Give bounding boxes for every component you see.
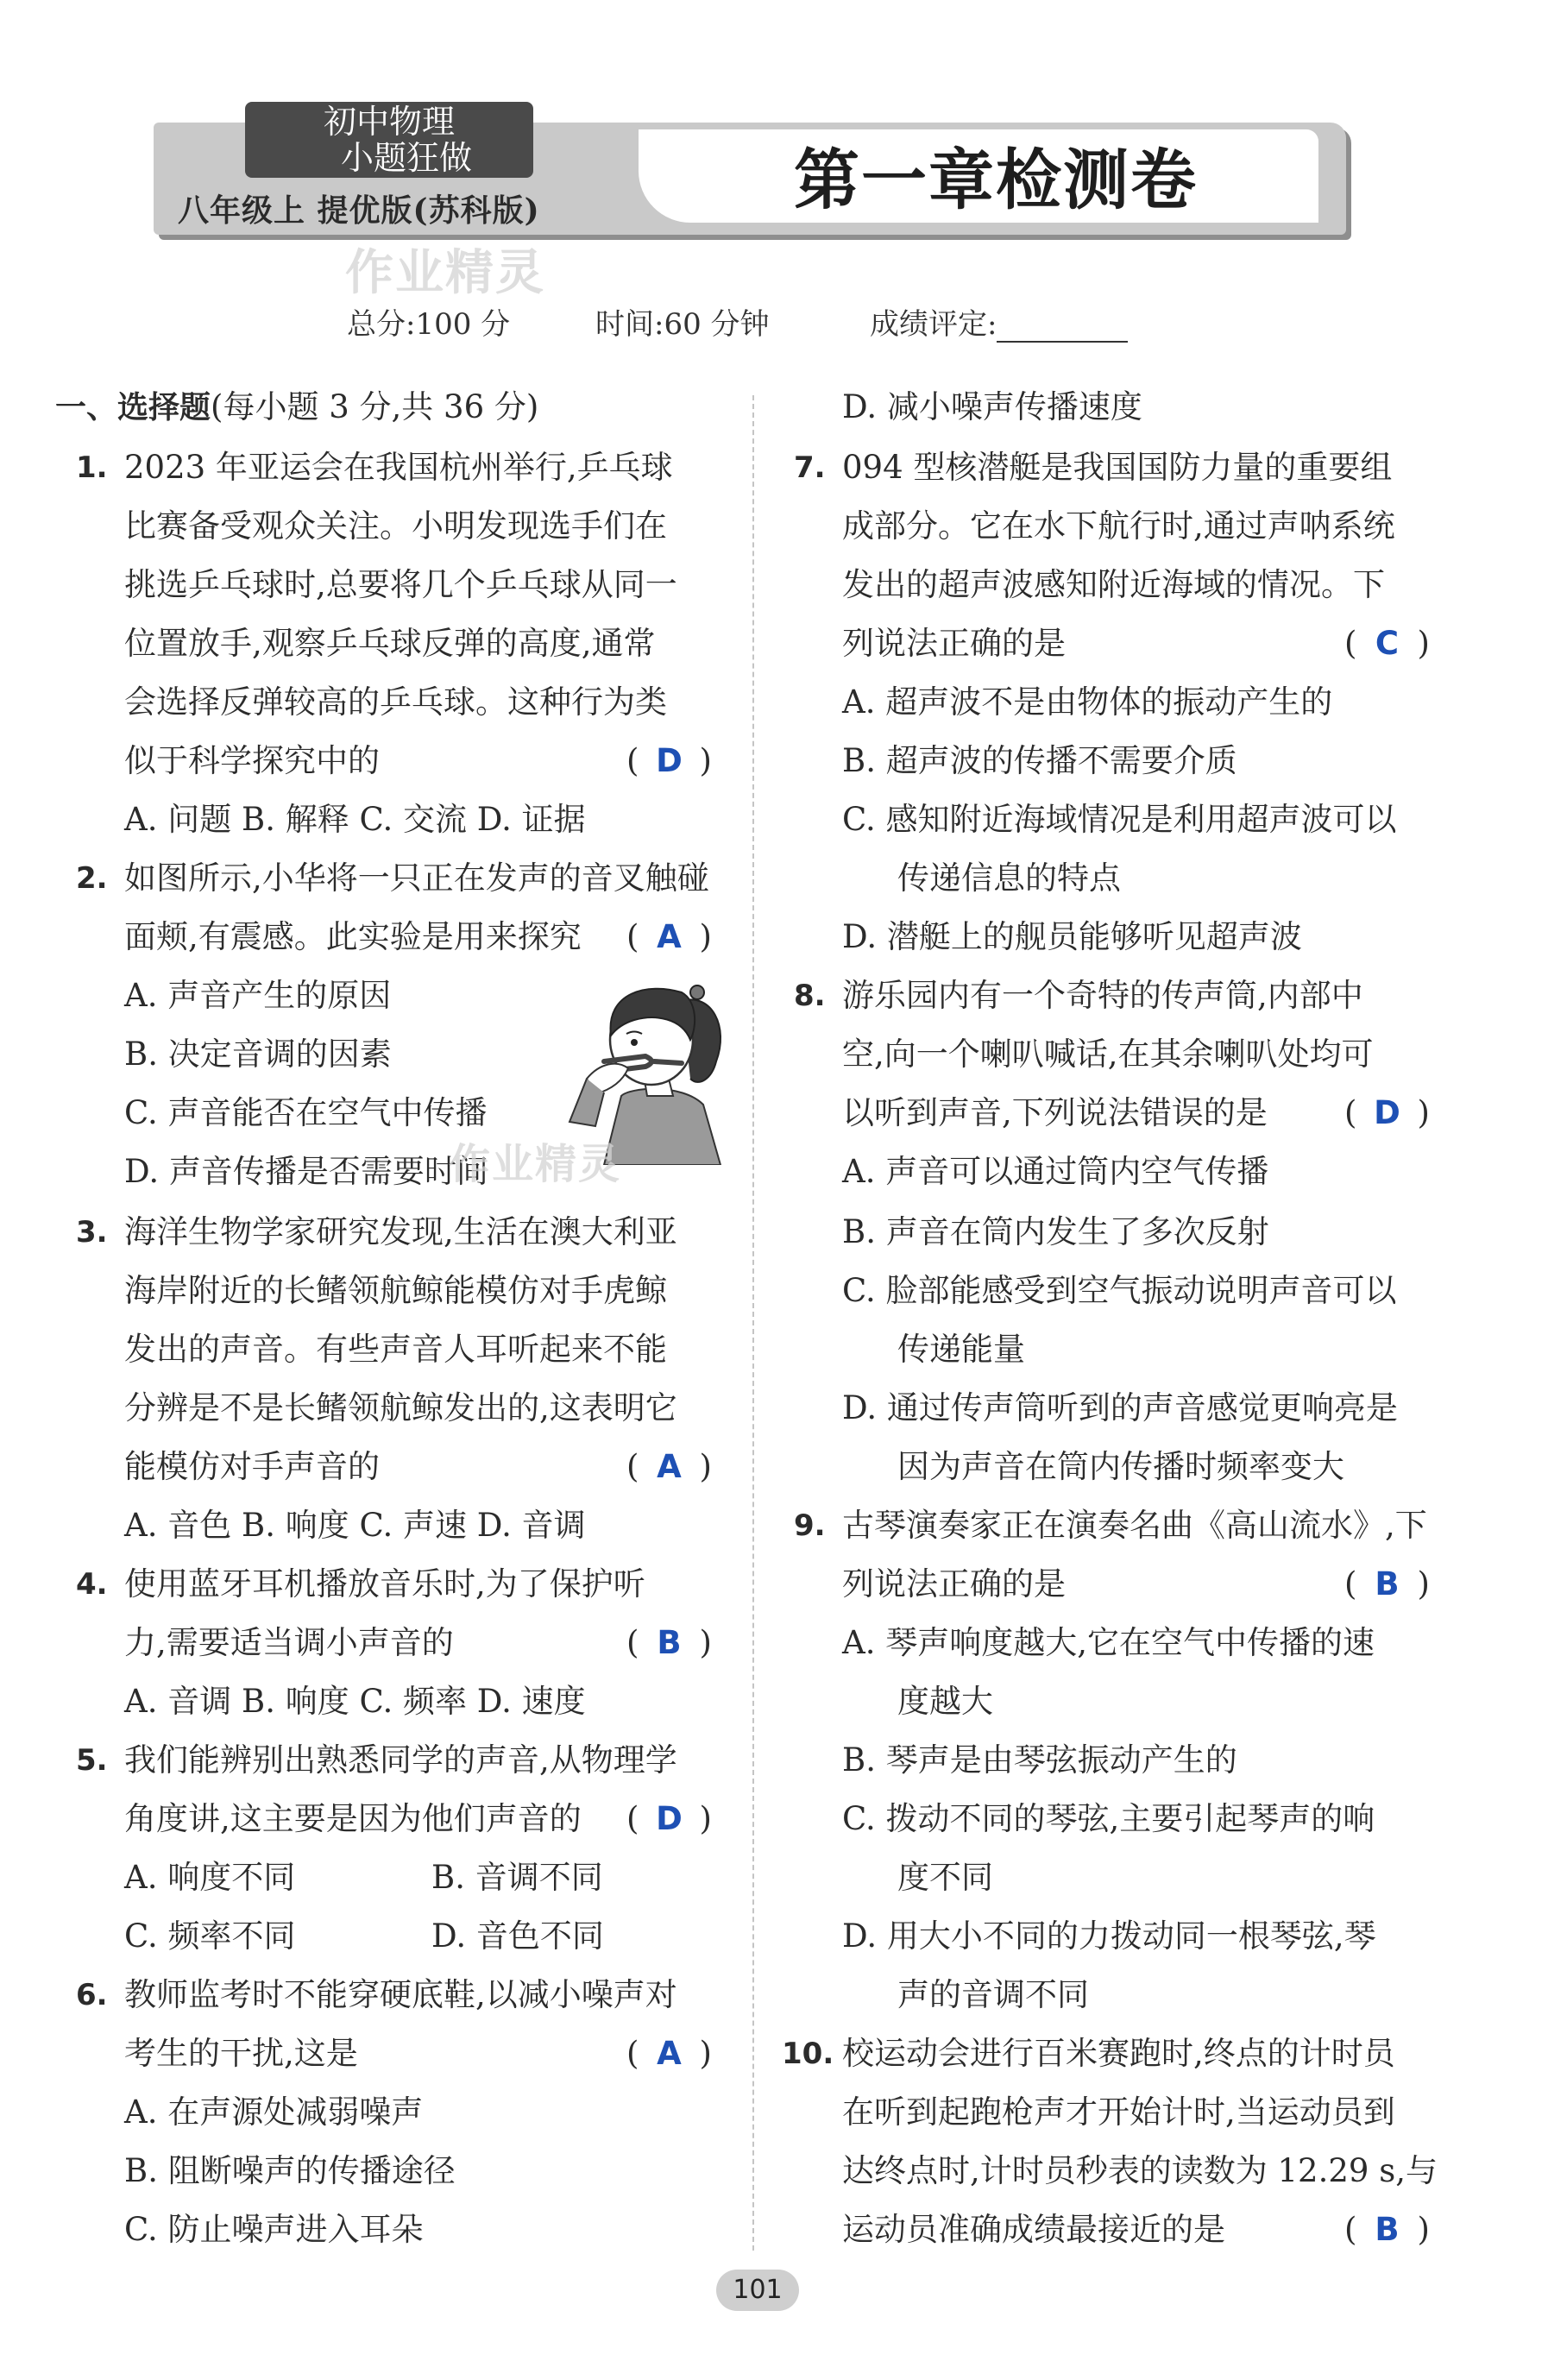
question-text: 成部分。它在水下航行时,通过声呐系统 [842,507,1395,545]
question-text: 角度讲,这主要是因为他们声音的 [124,1800,582,1837]
question-number: 4. [76,1567,108,1602]
question-text: 似于科学探究中的 [124,742,380,779]
option-b: B. 音调不同 [431,1859,603,1896]
question-text: 面颊,有震感。此实验是用来探究 [124,918,582,955]
question-text: 能模仿对手声音的 [124,1448,380,1485]
question-text: 发出的声音。有些声音人耳听起来不能 [124,1331,667,1368]
answer-box: ( B ) [1344,1565,1430,1602]
answer-value: B [1375,2211,1400,2248]
section-title: 一、选择题 [55,390,211,425]
question-number: 1. [76,450,108,485]
answer-value: A [657,1448,682,1485]
column-divider [752,395,754,2251]
option-c-cont: 传递能量 [897,1331,1025,1368]
answer-value: C [1375,625,1400,662]
question-text: 达终点时,计时员秒表的读数为 12.29 s,与 [842,2152,1438,2189]
answer-box: ( C ) [1344,625,1430,662]
option-d: D. 通过传声筒听到的声音感觉更响亮是 [842,1389,1398,1426]
answer-box: ( D ) [626,742,712,779]
question-text: 如图所示,小华将一只正在发声的音叉触碰 [124,859,709,897]
question-text: 094 型核潜艇是我国国防力量的重要组 [842,449,1393,486]
option-d-cont: 因为声音在筒内传播时频率变大 [897,1448,1344,1485]
question-text: 海岸附近的长鳍领航鲸能模仿对手虎鲸 [124,1272,667,1309]
question-text: 考生的干扰,这是 [124,2035,358,2072]
answer-value: B [1375,1565,1400,1602]
option-b: B. 超声波的传播不需要介质 [842,742,1237,779]
grade-label: 成绩评定: [870,307,997,342]
options: A. 问题 B. 解释 C. 交流 D. 证据 [124,801,586,838]
option-d: D. 潜艇上的舰员能够听见超声波 [842,918,1302,955]
section-heading [55,388,538,427]
watermark: 作业精灵 [345,245,545,301]
question-number: 2. [76,861,108,896]
question-text: 列说法正确的是 [842,1565,1066,1602]
option-b: B. 阻断噪声的传播途径 [124,2152,456,2189]
question-text: 以听到声音,下列说法错误的是 [842,1094,1268,1131]
question-text: 力,需要适当调小声音的 [124,1624,454,1661]
question-number: 3. [76,1215,108,1250]
option-a: A. 声音产生的原因 [124,977,392,1014]
question-text: 列说法正确的是 [842,625,1066,662]
option-c-cont: 度不同 [897,1859,993,1896]
question-text: 海洋生物学家研究发现,生活在澳大利亚 [124,1213,677,1250]
question-text: 古琴演奏家正在演奏名曲《高山流水》,下 [842,1507,1427,1544]
answer-value: A [657,918,682,955]
option-d: D. 声音传播是否需要时间 [124,1153,488,1190]
answer-value: D [1374,1094,1400,1131]
question-text: 我们能辨别出熟悉同学的声音,从物理学 [124,1741,677,1779]
option-a: A. 响度不同 [124,1859,296,1896]
question-text: 位置放手,观察乒乓球反弹的高度,通常 [124,625,656,662]
option-d: D. 音色不同 [431,1917,604,1955]
grade-field [870,300,1128,343]
question-text: 运动员准确成绩最接近的是 [842,2211,1225,2248]
answer-box: ( B ) [1344,2211,1430,2248]
option-a: A. 声音可以通过筒内空气传播 [842,1153,1269,1190]
watermark: 作业精灵 [449,1140,622,1188]
question-text: 会选择反弹较高的乒乓球。这种行为类 [124,683,667,721]
option-c-cont: 传递信息的特点 [897,859,1121,897]
question-text: 发出的超声波感知附近海域的情况。下 [842,566,1385,603]
option-b: B. 决定音调的因素 [124,1036,392,1073]
option-c: C. 防止噪声进入耳朵 [124,2211,424,2248]
brand-line-1: 初中物理 [323,103,455,141]
grade-blank [997,315,1128,343]
option-b: B. 琴声是由琴弦振动产生的 [842,1741,1237,1779]
question-text: 分辨是不是长鳍领航鲸发出的,这表明它 [124,1389,677,1426]
page-number: 101 [716,2270,799,2311]
option-c: C. 拨动不同的琴弦,主要引起琴声的响 [842,1800,1375,1837]
answer-box: ( A ) [626,918,712,955]
option-a-cont: 度越大 [897,1683,993,1720]
question-number: 9. [794,1508,826,1543]
answer-value: A [657,2035,682,2072]
answer-box: ( A ) [626,2035,712,2072]
answer-box: ( A ) [626,1448,712,1485]
options: A. 音调 B. 响度 C. 频率 D. 速度 [124,1683,586,1720]
question-number: 7. [794,450,826,485]
question-text: 游乐园内有一个奇特的传声筒,内部中 [842,977,1363,1014]
brand-badge [245,102,533,178]
option-a: A. 琴声响度越大,它在空气中传播的速 [842,1624,1375,1661]
question-text: 在听到起跑枪声才开始计时,当运动员到 [842,2094,1395,2131]
time-limit: 时间:60 分钟 [595,307,770,342]
option-b: B. 声音在筒内发生了多次反射 [842,1213,1269,1250]
question-number: 6. [76,1978,108,2012]
option-d: D. 用大小不同的力拨动同一根琴弦,琴 [842,1917,1376,1955]
question-text: 比赛备受观众关注。小明发现选手们在 [124,507,667,545]
options: A. 音色 B. 响度 C. 声速 D. 音调 [124,1507,586,1544]
edition-label: 八年级上 提优版(苏科版) [178,192,540,229]
section-note: (每小题 3 分,共 36 分) [211,388,539,425]
question-number: 5. [76,1743,108,1778]
answer-box: ( D ) [626,1800,712,1837]
option-c: C. 脸部能感受到空气振动说明声音可以 [842,1272,1397,1309]
question-number: 8. [794,979,826,1013]
option-a: A. 超声波不是由物体的振动产生的 [842,683,1333,721]
answer-value: B [657,1624,682,1661]
answer-value: D [656,1800,683,1837]
question-text: 教师监考时不能穿硬底鞋,以减小噪声对 [124,1976,677,2013]
option-d-cont: 声的音调不同 [897,1976,1089,2013]
total-score: 总分:100 分 [347,307,511,342]
question-text: 使用蓝牙耳机播放音乐时,为了保护听 [124,1565,645,1602]
question-text: 空,向一个喇叭喊话,在其余喇叭处均可 [842,1036,1374,1073]
option-a: A. 在声源处减弱噪声 [124,2094,424,2131]
answer-box: ( D ) [1344,1094,1430,1131]
option-c: C. 声音能否在空气中传播 [124,1094,488,1131]
question-text: 2023 年亚运会在我国杭州举行,乒乓球 [124,449,673,486]
brand-line-2: 小题狂做 [340,139,472,177]
answer-value: D [656,742,683,779]
question-text: 挑选乒乓球时,总要将几个乒乓球从同一 [124,566,677,603]
answer-box: ( B ) [626,1624,712,1661]
option-c: C. 感知附近海域情况是利用超声波可以 [842,801,1397,838]
option-c: C. 频率不同 [124,1917,296,1955]
question-number: 10. [782,2037,834,2071]
question-text: 校运动会进行百米赛跑时,终点的计时员 [842,2035,1395,2072]
page-title: 第一章检测卷 [794,142,1198,218]
option-d: D. 减小噪声传播速度 [842,388,1142,425]
